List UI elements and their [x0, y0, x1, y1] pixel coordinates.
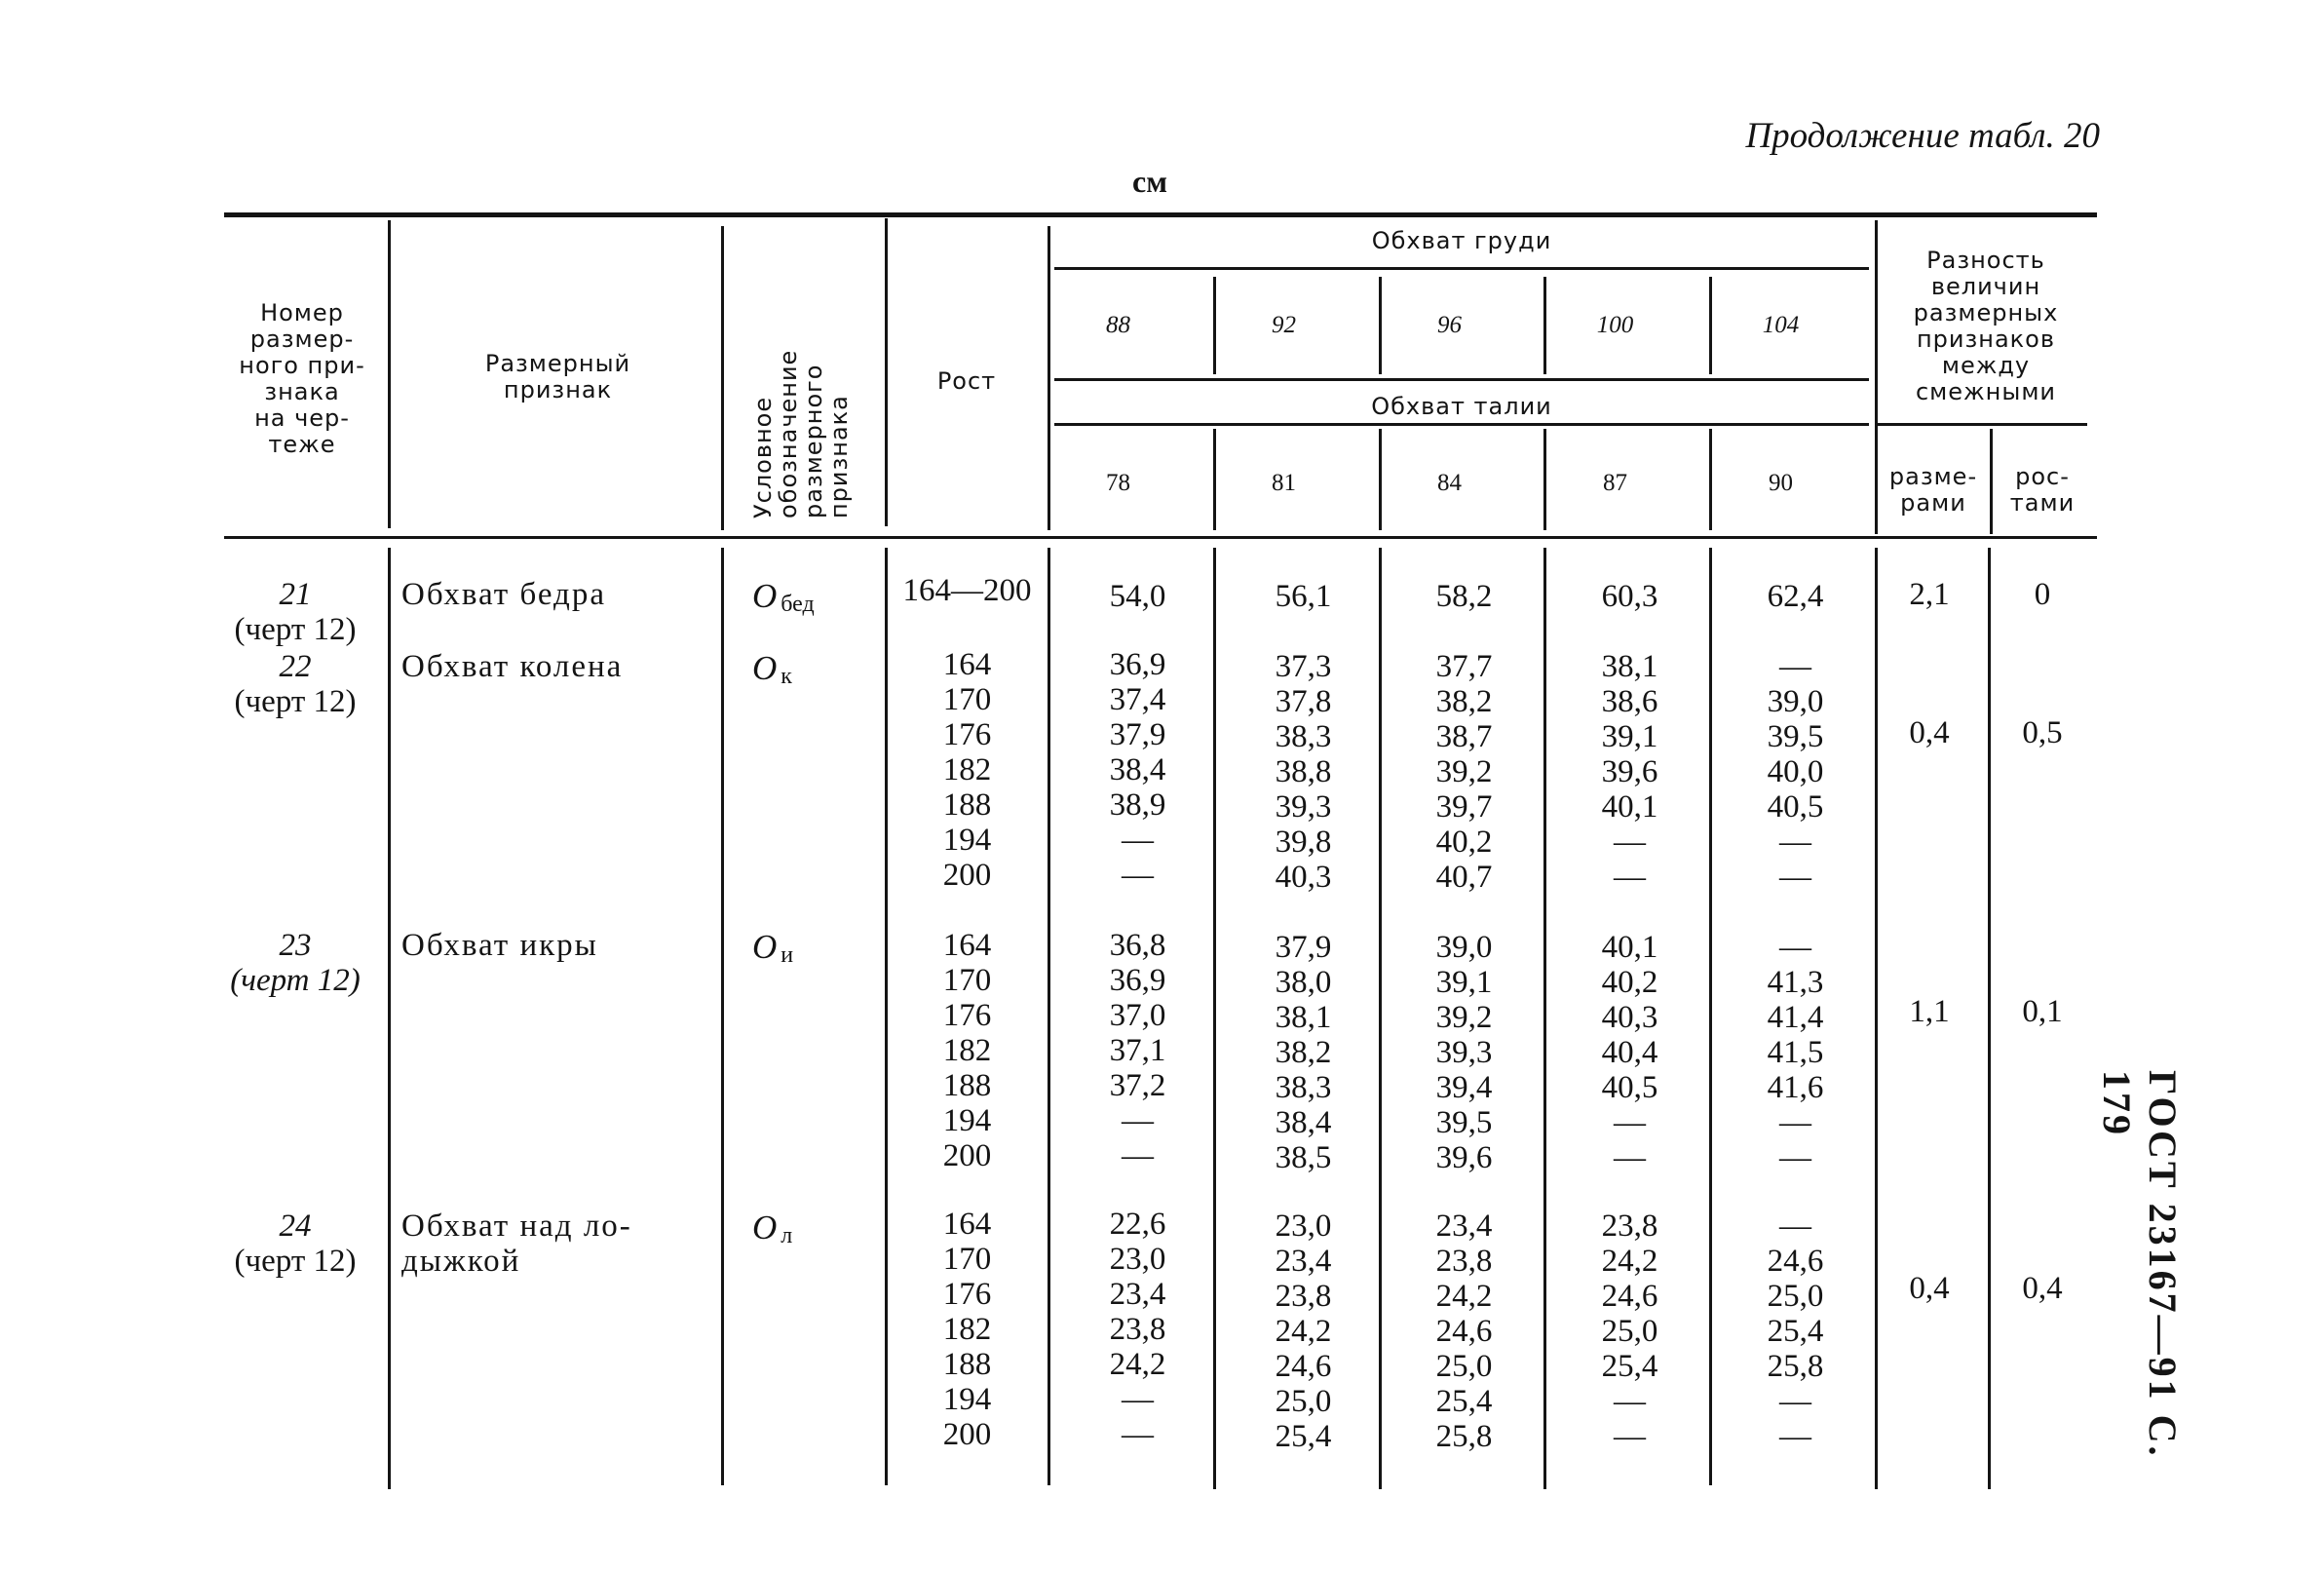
- waist-value-78: 78: [1106, 470, 1130, 496]
- row-23-heights: 164 170 176 182 188 194 200: [942, 928, 992, 1173]
- row-23-symbol: О $_и$: [752, 928, 794, 968]
- col-divider-2: [721, 226, 724, 530]
- chest-value-100: 100: [1596, 312, 1634, 338]
- row-21-symbol: О $_{бед}$: [752, 577, 815, 617]
- row-22-col-92: 37,3 37,8 38,3 38,8 39,3 39,8 40,3: [1275, 649, 1332, 895]
- row-21-heights: 164—200: [902, 573, 1032, 608]
- row-23-col-104: — 41,3 41,4 41,5 41,6 — —: [1767, 930, 1824, 1175]
- row-21-diff-sizes: 2,1: [1909, 577, 1950, 612]
- top-rule: [224, 212, 2097, 217]
- waist-divider-2: [1379, 429, 1382, 530]
- row-24-name: Обхват над ло- дыжкой: [401, 1209, 632, 1279]
- row-23-number: 23 (черт 12): [230, 928, 361, 998]
- row-22-heights: 164 170 176 182 188 194 200: [942, 647, 992, 893]
- row-23-col-92: 37,9 38,0 38,1 38,2 38,3 38,4 38,5: [1275, 930, 1332, 1175]
- chest-divider-4: [1709, 277, 1712, 374]
- row-24-col-92: 23,0 23,4 23,8 24,2 24,6 25,0 25,4: [1275, 1209, 1332, 1454]
- waist-divider-4: [1709, 429, 1712, 530]
- row-22-symbol: О $_к$: [752, 649, 792, 689]
- header-bottom-rule: [224, 536, 2097, 539]
- row-21-col-92: 56,1: [1275, 579, 1332, 614]
- waist-divider-3: [1543, 429, 1546, 530]
- header-feature: Размерный признак: [484, 350, 631, 403]
- col-divider-4: [1048, 226, 1050, 530]
- body-divider-4: [1048, 548, 1050, 1485]
- header-number: Номер размер- ного при- знака на чер- теже: [239, 299, 365, 458]
- row-24-col-104: — 24,6 25,0 25,4 25,8 — —: [1767, 1209, 1824, 1454]
- row-22-col-104: — 39,0 39,5 40,0 40,5 — —: [1767, 649, 1824, 895]
- row-22-number: 22 (черт 12): [234, 649, 357, 719]
- diff-rule: [1876, 423, 2087, 426]
- row-23-name: Обхват икры: [401, 928, 598, 963]
- row-21-col-104: 62,4: [1767, 579, 1824, 614]
- row-22-col-100: 38,1 38,6 39,1 39,6 40,1 — —: [1601, 649, 1658, 895]
- row-21-col-96: 58,2: [1435, 579, 1493, 614]
- row-22-diff-heights: 0,5: [2022, 715, 2063, 750]
- diff-heights-label: рос- тами: [2009, 463, 2076, 517]
- chest-value-104: 104: [1762, 312, 1800, 338]
- row-24-diff-sizes: 0,4: [1909, 1271, 1950, 1306]
- body-divider-2: [721, 548, 724, 1485]
- row-23-diff-sizes: 1,1: [1909, 994, 1950, 1029]
- chest-rule: [1054, 267, 1869, 270]
- row-23-col-88: 36,8 36,9 37,0 37,1 37,2 — —: [1109, 928, 1166, 1173]
- chest-divider-2: [1379, 277, 1382, 374]
- side-standard-label: ГОСТ 23167—91 С. 179: [2095, 1070, 2185, 1459]
- row-24-diff-heights: 0,4: [2022, 1271, 2063, 1306]
- table-continuation-caption: Продолжение табл. 20: [1745, 116, 2100, 156]
- row-22-name: Обхват колена: [401, 649, 624, 684]
- waist-value-90: 90: [1769, 470, 1793, 496]
- waist-rule-bottom: [1054, 423, 1869, 426]
- chest-value-96: 96: [1437, 312, 1462, 338]
- col-divider-1: [388, 220, 391, 528]
- diff-sizes-label: разме- рами: [1888, 463, 1978, 517]
- chest-divider-3: [1543, 277, 1546, 374]
- row-21-diff-heights: 0: [2034, 577, 2051, 612]
- row-23-diff-heights: 0,1: [2022, 994, 2063, 1029]
- row-24-col-96: 23,4 23,8 24,2 24,6 25,0 25,4 25,8: [1435, 1209, 1493, 1454]
- waist-rule-top: [1054, 378, 1869, 381]
- row-21-col-88: 54,0: [1109, 579, 1166, 614]
- row-22-diff-sizes: 0,4: [1909, 715, 1950, 750]
- header-symbol: Условное обозначение размерного признака: [749, 349, 853, 518]
- waist-group-label: Обхват талии: [1371, 393, 1552, 420]
- diff-sub-divider: [1990, 429, 1993, 534]
- row-24-col-100: 23,8 24,2 24,6 25,0 25,4 — —: [1601, 1209, 1658, 1454]
- waist-value-84: 84: [1437, 470, 1462, 496]
- row-21-number: 21 (черт 12): [234, 577, 357, 647]
- row-22-col-88: 36,9 37,4 37,9 38,4 38,9 — —: [1109, 647, 1166, 893]
- waist-value-87: 87: [1603, 470, 1627, 496]
- header-height: Рост: [936, 367, 997, 395]
- row-24-col-88: 22,6 23,0 23,4 23,8 24,2 — —: [1109, 1207, 1166, 1452]
- waist-divider-1: [1213, 429, 1216, 530]
- row-23-col-100: 40,1 40,2 40,3 40,4 40,5 — —: [1601, 930, 1658, 1175]
- row-24-heights: 164 170 176 182 188 194 200: [942, 1207, 992, 1452]
- row-21-name: Обхват бедра: [401, 577, 606, 612]
- row-22-col-96: 37,7 38,2 38,7 39,2 39,7 40,2 40,7: [1435, 649, 1493, 895]
- diff-group-label: Разность величин размерных признаков между смежными: [1913, 247, 2059, 405]
- col-divider-3: [885, 218, 888, 526]
- row-24-symbol: О $_л$: [752, 1209, 793, 1248]
- waist-value-81: 81: [1272, 470, 1296, 496]
- chest-divider-1: [1213, 277, 1216, 374]
- row-21-col-100: 60,3: [1601, 579, 1658, 614]
- row-24-number: 24 (черт 12): [234, 1209, 357, 1279]
- row-23-col-96: 39,0 39,1 39,2 39,3 39,4 39,5 39,6: [1435, 930, 1493, 1175]
- chest-value-88: 88: [1106, 312, 1130, 338]
- chest-value-92: 92: [1272, 312, 1296, 338]
- chest-group-label: Обхват груди: [1371, 227, 1552, 254]
- units-label: см: [1132, 164, 1167, 199]
- body-divider-1: [388, 548, 391, 1489]
- body-divider-10: [1988, 548, 1991, 1489]
